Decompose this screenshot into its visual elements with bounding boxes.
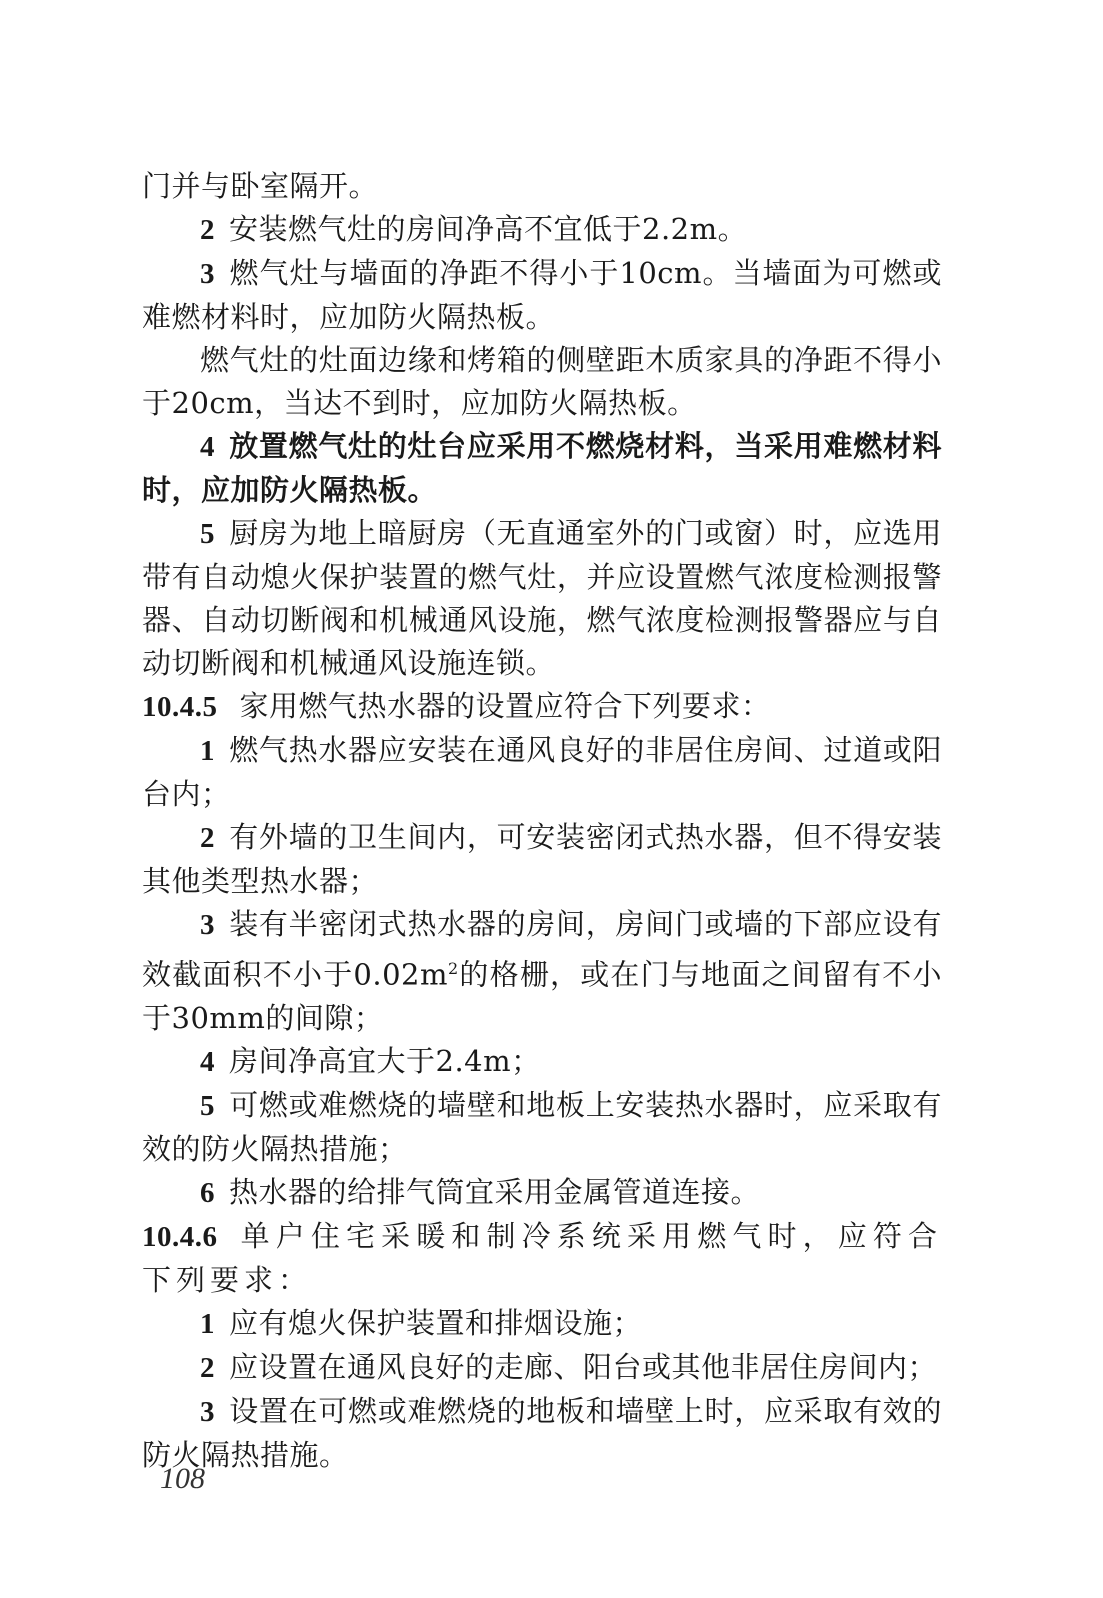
clause-text: 单户住宅采暖和制冷系统采用燃气时，应符合下列要求： <box>142 1218 942 1297</box>
item-text: 房间净高宜大于2.4m； <box>229 1043 541 1078</box>
paragraph <box>142 339 942 425</box>
item-text: 可燃或难燃烧的墙壁和地板上安装热水器时，应采取有效的防火隔热措施； <box>142 1087 942 1166</box>
list-item <box>142 1302 942 1346</box>
item-number: 3 <box>200 1395 215 1428</box>
item-text: 有外墙的卫生间内，可安装密闭式热水器，但不得安装其他类型热水器； <box>142 820 942 898</box>
clause-number: 10.4.5 <box>142 691 218 723</box>
body-text <box>142 165 942 1477</box>
item-number: 4 <box>200 431 215 463</box>
item-text-after: 的格栅，或在门与地面之间留有不小于30mm的间隙； <box>142 957 942 1035</box>
item-text: 设置在可燃或难燃烧的地板和墙壁上时，应采取有效的防火隔热措施。 <box>142 1393 942 1472</box>
item-number: 2 <box>200 822 215 854</box>
list-item <box>142 208 942 252</box>
item-number: 1 <box>200 1307 215 1340</box>
item-text: 厨房为地上暗厨房（无直通室外的门或窗）时，应选用带有自动熄火保护装置的燃气灶，并应设置燃气浓度检测报警器、自动切断阀和机械通风设施，燃气浓度检测报警器应与自动切断阀和机械通风设施连锁。 <box>142 516 942 680</box>
item-number: 5 <box>200 1089 215 1122</box>
item-text: 燃气灶与墙面的净距不得小于10cm。当墙面为可燃或难燃材料时，应加防火隔热板。 <box>142 256 942 334</box>
paragraph-continuation <box>142 165 942 208</box>
clause-number: 10.4.6 <box>142 1220 218 1253</box>
paragraph-text: 燃气灶的灶面边缘和烤箱的侧壁距木质家具的净距不得小于20cm，当达不到时，应加防火隔热板。 <box>142 343 942 420</box>
item-number: 3 <box>200 258 215 290</box>
item-text-before: 装有半密闭式热水器的房间，房间门或墙的下部应设有效截面积不小于0.02m <box>142 907 942 992</box>
item-text: 安装燃气灶的房间净高不宜低于2.2m。 <box>229 212 748 246</box>
item-text: 应设置在通风良好的走廊、阳台或其他非居住房间内； <box>229 1349 938 1384</box>
list-item <box>142 1084 942 1171</box>
item-text: 燃气热水器应安装在通风良好的非居住房间、过道或阳台内； <box>142 733 942 811</box>
list-item <box>142 816 942 903</box>
item-number: 1 <box>200 735 215 767</box>
item-text: 放置燃气灶的灶台应采用不燃烧材料，当采用难燃材料时，应加防火隔热板。 <box>142 429 942 507</box>
paragraph-text: 门并与卧室隔开。 <box>142 169 379 203</box>
clause-text: 家用燃气热水器的设置应符合下列要求： <box>239 689 771 723</box>
list-item <box>142 1390 942 1477</box>
item-text: 热水器的给排气筒宜采用金属管道连接。 <box>229 1174 761 1209</box>
list-item-mandatory <box>142 425 942 512</box>
item-number: 4 <box>200 1045 215 1078</box>
item-number: 2 <box>200 214 215 246</box>
page-number: 108 <box>160 1462 205 1495</box>
list-item <box>142 1171 942 1215</box>
item-number: 5 <box>200 518 215 550</box>
list-item <box>142 903 942 1040</box>
item-number: 2 <box>200 1351 215 1384</box>
item-number: 6 <box>200 1176 215 1209</box>
list-item <box>142 1346 942 1390</box>
list-item <box>142 252 942 339</box>
clause-10-4-5 <box>142 685 942 729</box>
list-item <box>142 512 942 685</box>
item-number: 3 <box>200 909 215 941</box>
item-text: 应有熄火保护装置和排烟设施； <box>229 1305 643 1340</box>
list-item <box>142 1040 942 1084</box>
list-item <box>142 729 942 816</box>
clause-10-4-6 <box>142 1215 942 1302</box>
superscript: 2 <box>448 959 459 978</box>
